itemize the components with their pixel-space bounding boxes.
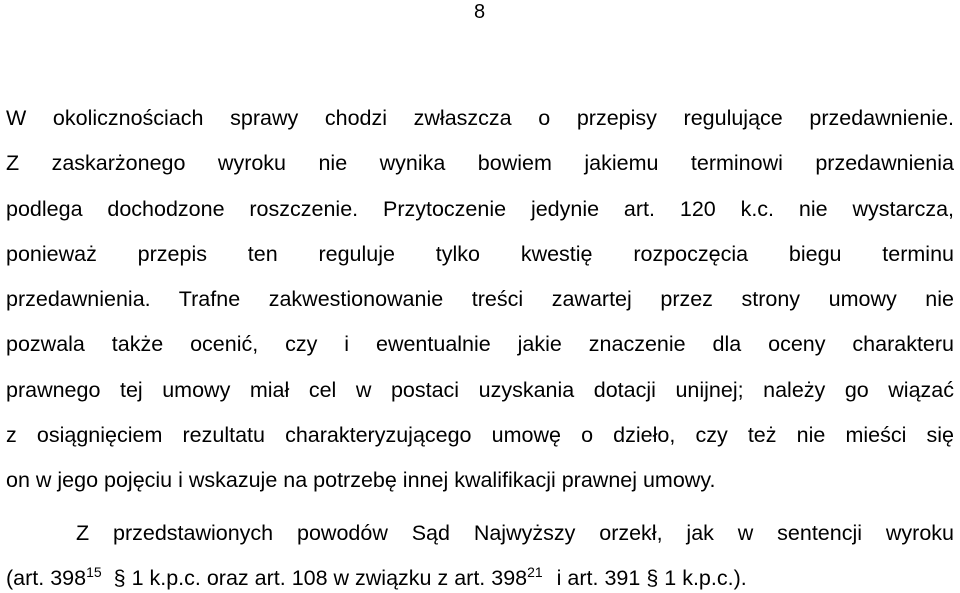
paragraph-line: prawnego tej umowy miał cel w postaci uzyskania dotacji unijnej; należy go wiązać [6, 378, 954, 402]
paragraph-line: W okolicznościach sprawy chodzi zwłaszcza o przepisy regulujące przedawnienie. [6, 106, 954, 130]
paragraph-line: Z zaskarżonego wyroku nie wynika bowiem jakiemu terminowi przedawnienia [6, 151, 954, 175]
paragraph-line: ponieważ przepis ten reguluje tylko kwestię rozpoczęcia biegu terminu [6, 242, 954, 266]
citation-part: (art. 398 [6, 566, 87, 590]
paragraph-line: przedawnienia. Trafne zakwestionowanie treści zawartej przez strony umowy nie [6, 287, 954, 311]
citation-line [6, 564, 954, 592]
paragraph-line: z osiągnięciem rezultatu charakteryzującego umowę o dzieło, czy też nie mieści się [6, 423, 954, 447]
paragraph-line: on w jego pojęciu i wskazuje na potrzebę innej kwalifikacji prawnej umowy. [6, 468, 716, 492]
superscript: 15 [86, 564, 102, 580]
citation-part: § 1 k.p.c. oraz art. 108 w związku z art. 398 [113, 566, 528, 590]
citation-part: i art. 391 [556, 566, 641, 590]
page-number-text: 8 [474, 1, 486, 23]
superscript: 21 [527, 564, 543, 580]
citation-part: § 1 k.p.c.). [646, 566, 747, 590]
paragraph-line: podlega dochodzone roszczenie. Przytoczenie jedynie art. 120 k.c. nie wystarcza, [6, 197, 954, 221]
paragraph-line: Z przedstawionych powodów Sąd Najwyższy orzekł, jak w sentencji wyroku [76, 521, 954, 545]
paragraph-line: pozwala także ocenić, czy i ewentualnie jakie znaczenie dla oceny charakteru [6, 332, 954, 356]
